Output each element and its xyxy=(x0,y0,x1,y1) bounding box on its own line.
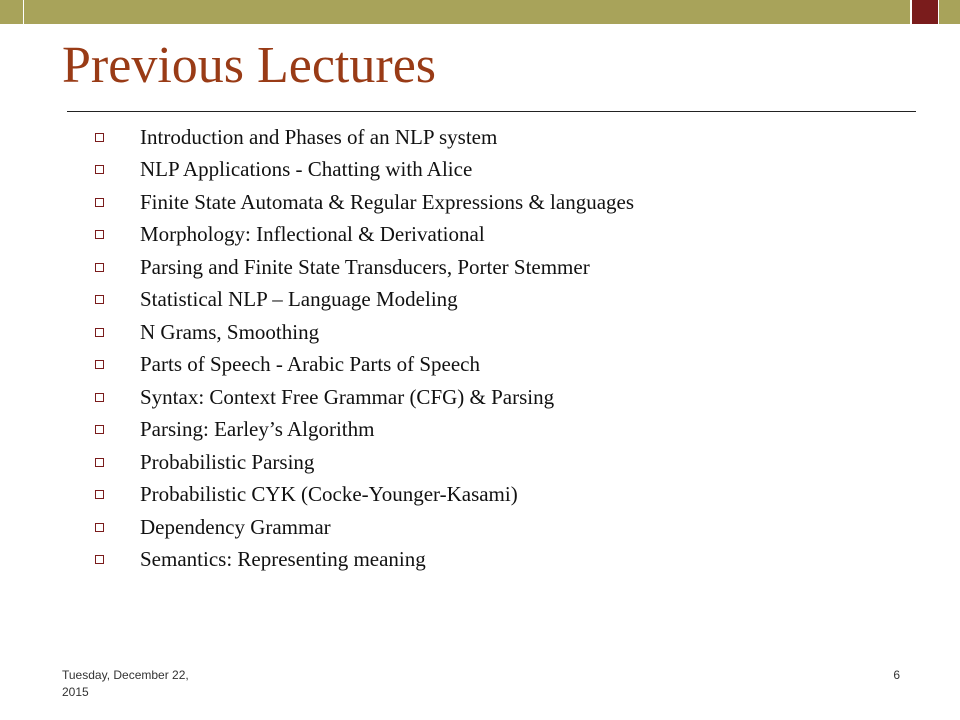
bullet-item xyxy=(95,316,634,349)
bullet-text: Syntax: Context Free Grammar (CFG) & Parsing xyxy=(140,384,555,409)
bullet-item xyxy=(95,219,634,252)
page-number: 6 xyxy=(893,668,900,682)
square-bullet-icon xyxy=(95,393,104,402)
bullet-text: N Grams, Smoothing xyxy=(140,319,320,344)
square-bullet-icon xyxy=(95,263,104,272)
slide-title: Previous Lectures xyxy=(62,37,437,94)
title-divider xyxy=(67,111,916,112)
bullet-text: Semantics: Representing meaning xyxy=(140,547,426,572)
bullet-text: Morphology: Inflectional & Derivational xyxy=(140,222,485,247)
bullet-item xyxy=(95,479,634,512)
bullet-text: Finite State Automata & Regular Expressions & languages xyxy=(140,189,635,214)
square-bullet-icon xyxy=(95,328,104,337)
bullet-text: Probabilistic CYK (Cocke-Younger-Kasami) xyxy=(140,482,518,507)
footer-date: Tuesday, December 22, 2015 xyxy=(62,668,189,699)
top-bar-segment xyxy=(24,0,911,24)
square-bullet-icon xyxy=(95,198,104,207)
square-bullet-icon xyxy=(95,230,104,239)
bullet-list xyxy=(95,121,634,576)
bullet-item xyxy=(95,511,634,544)
bullet-item xyxy=(95,414,634,447)
bullet-item xyxy=(95,446,634,479)
bullet-item xyxy=(95,381,634,414)
bullet-text: Parsing: Earley’s Algorithm xyxy=(140,417,375,442)
bullet-item xyxy=(95,544,634,577)
square-bullet-icon xyxy=(95,295,104,304)
bullet-item xyxy=(95,251,634,284)
square-bullet-icon xyxy=(95,165,104,174)
top-bar-accent-block xyxy=(911,0,939,24)
top-bar-segment xyxy=(940,0,960,24)
bullet-text: Introduction and Phases of an NLP system xyxy=(140,124,498,149)
square-bullet-icon xyxy=(95,360,104,369)
square-bullet-icon xyxy=(95,458,104,467)
square-bullet-icon xyxy=(95,490,104,499)
bullet-text: Parsing and Finite State Transducers, Porter Stemmer xyxy=(140,254,590,279)
square-bullet-icon xyxy=(95,523,104,532)
bullet-item xyxy=(95,284,634,317)
bullet-item xyxy=(95,154,634,187)
top-decorative-bar xyxy=(0,0,960,24)
bullet-item xyxy=(95,186,634,219)
square-bullet-icon xyxy=(95,555,104,564)
square-bullet-icon xyxy=(95,425,104,434)
bullet-item xyxy=(95,121,634,154)
bullet-item xyxy=(95,349,634,382)
bullet-text: Parts of Speech - Arabic Parts of Speech xyxy=(140,352,480,377)
bullet-text: Dependency Grammar xyxy=(140,514,331,539)
top-bar-segment xyxy=(0,0,24,24)
bullet-text: Probabilistic Parsing xyxy=(140,449,315,474)
bullet-text: Statistical NLP – Language Modeling xyxy=(140,287,458,312)
bullet-text: NLP Applications - Chatting with Alice xyxy=(140,157,473,182)
square-bullet-icon xyxy=(95,133,104,142)
